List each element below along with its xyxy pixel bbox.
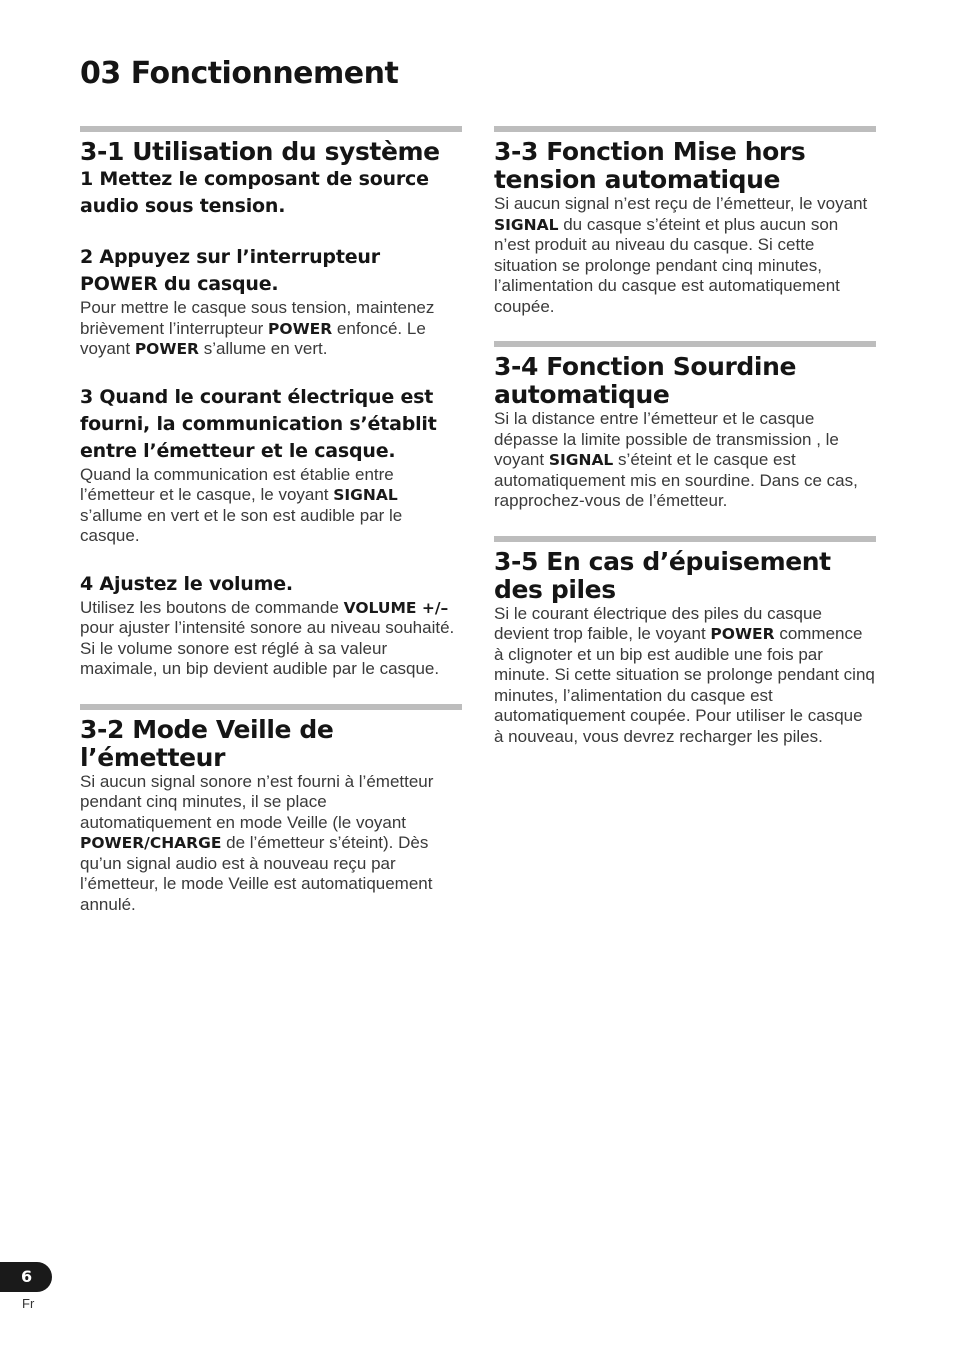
step-2-title: 2 Appuyez sur l’interrupteur POWER du casque. xyxy=(80,246,380,295)
step-4-note: Si le volume sonore est réglé à sa valeur maximale, un bip devient audible par le casque. xyxy=(80,638,440,678)
section-3-2 xyxy=(80,704,462,916)
right-column xyxy=(494,126,876,747)
page-number-tab: 6 xyxy=(0,1262,52,1292)
section-body: Si le courant électrique des piles du casque devient trop faible, le voyant POWER commence à clignoter et un bip est audible une fois par minute. Si cette situation se prolonge pendant cinq minutes, l’alimentation du casque est automatiquement coupée. Pour utiliser le casque à nouveau, vous devrez recharger les piles. xyxy=(494,603,875,746)
step-2-body: Pour mettre le casque sous tension, maintenez brièvement l’interrupteur POWER enfoncé. Le voyant POWER s’allume en vert. xyxy=(80,298,435,358)
section-title: 3-4 Fonction Sourdine automatique xyxy=(494,352,797,409)
step-4-title: 4 Ajustez le volume. xyxy=(80,572,293,595)
page-title: 03 Fonctionnement xyxy=(80,56,399,91)
step-3-title: 3 Quand le courant électrique est fourni, la communication s’établit entre l’émetteur et le casque. xyxy=(80,385,437,462)
section-title: 3-2 Mode Veille de l’émetteur xyxy=(80,714,334,772)
section-body: Si aucun signal n’est reçu de l’émetteur, le voyant SIGNAL du casque s’éteint et plus aucun son n’est produit au niveau du casque. Si cette situation se prolonge pendant cinq minutes, l’alimentation du casque est automatiquement coupée. xyxy=(494,194,868,316)
language-code: Fr xyxy=(22,1296,35,1311)
section-divider xyxy=(494,126,876,132)
step-3-body: Quand la communication est établie entre l’émetteur et le casque, le voyant SIGNAL s’allume en vert et le son est audible par le casque. xyxy=(80,464,403,545)
section-divider xyxy=(80,704,462,710)
section-title: 3-1 Utilisation du système xyxy=(80,137,440,166)
section-3-5 xyxy=(494,536,876,748)
step-1-title: 1 Mettez le composant de source audio sous tension. xyxy=(80,168,429,217)
section-divider xyxy=(80,126,462,132)
section-divider xyxy=(494,341,876,347)
section-body: Si la distance entre l’émetteur et le casque dépasse la limite possible de transmission , le voyant SIGNAL s’éteint et le casque est automatiquement mis en sourdine. Dans ce cas, rapprochez-vous de l’émetteur. xyxy=(494,409,858,510)
section-3-1 xyxy=(80,126,462,680)
section-title: 3-5 En cas d’épuisement des piles xyxy=(494,546,831,604)
left-column xyxy=(80,126,462,915)
section-3-3 xyxy=(494,126,876,317)
section-title: 3-3 Fonction Mise hors tension automatique xyxy=(494,137,806,194)
step-4-body: Utilisez les boutons de commande VOLUME +/– pour ajuster l’intensité sonore au niveau souhaité. xyxy=(80,597,455,637)
section-divider xyxy=(494,536,876,542)
section-3-4 xyxy=(494,341,876,512)
section-body: Si aucun signal sonore n’est fourni à l’émetteur pendant cinq minutes, il se place automatiquement en mode Veille (le voyant POWER/CHARGE de l’émetteur s’éteint). Dès qu’un signal audio est à nouveau reçu par l’émetteur, le mode Veille est automatiquement annulé. xyxy=(80,771,434,914)
